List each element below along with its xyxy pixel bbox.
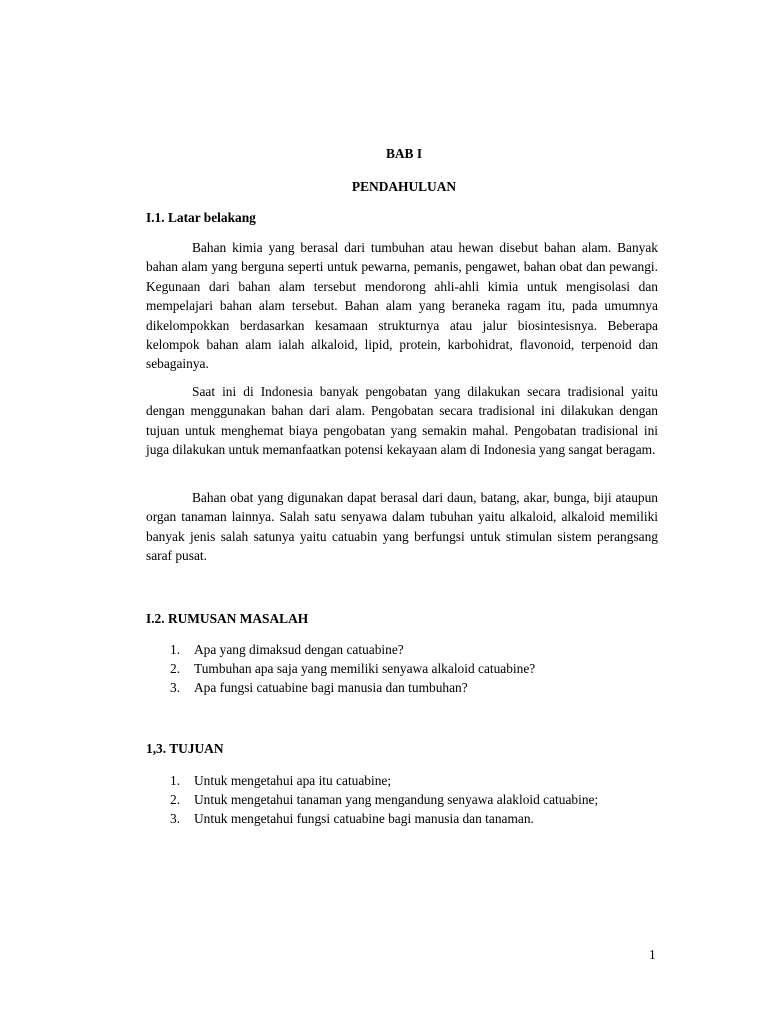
list-item-text: Apa fungsi catuabine bagi manusia dan tumbuhan? [194, 680, 468, 695]
list-item-text: Tumbuhan apa saja yang memiliki senyawa alkaloid catuabine? [194, 661, 536, 676]
list-item [170, 790, 598, 809]
chapter-title: PENDAHULUAN [351, 179, 457, 194]
section-heading-latar-belakang: I.1. Latar belakang [146, 210, 256, 225]
paragraph-3: Bahan obat yang digunakan dapat berasal dari daun, batang, akar, bunga, biji ataupun organ tanaman lainnya. Salah satu senyawa dalam tubuhan yaitu alkaloid, alkaloid memiliki banyak jenis salah satunya yaitu catuabin yang berfungsi untuk stimulan sistem perangsang saraf pusat. [146, 490, 658, 564]
list-item-number: 3. [170, 680, 181, 695]
rumusan-masalah-list [170, 640, 535, 697]
list-item [170, 771, 598, 790]
section-heading-rumusan-masalah: I.2. RUMUSAN MASALAH [146, 611, 309, 626]
section-heading-tujuan: 1,3. TUJUAN [146, 741, 224, 756]
list-item-text: Apa yang dimaksud dengan catuabine? [194, 642, 404, 657]
list-item-text: Untuk mengetahui tanaman yang mengandung senyawa alakloid catuabine; [194, 792, 599, 807]
chapter-label: BAB I [385, 146, 423, 161]
tujuan-list [170, 771, 598, 828]
list-item-text: Untuk mengetahui fungsi catuabine bagi manusia dan tanaman. [194, 811, 534, 826]
list-item-text: Untuk mengetahui apa itu catuabine; [194, 773, 392, 788]
list-item-number: 2. [170, 792, 181, 807]
list-item [170, 659, 535, 678]
paragraph-1: Bahan kimia yang berasal dari tumbuhan atau hewan disebut bahan alam. Banyak bahan alam yang berguna seperti untuk pewarna, pemanis, pengawet, bahan obat dan pewangi. Kegunaan dari bahan alam tersebut mendorong ahli-ahli kimia untuk mengisolasi dan mempelajari bahan alam tersebut. Bahan alam yang beraneka ragam itu, pada umumnya dikelompokkan berdasarkan kesamaan strukturnya atau jalur biosintesisnya. Beberapa kelompok bahan alam ialah alkaloid, lipid, protein, karbohidrat, flavonoid, terpenoid dan sebagainya. [146, 240, 658, 372]
list-item [170, 809, 598, 828]
paragraph-2: Saat ini di Indonesia banyak pengobatan yang dilakukan secara tradisional yaitu dengan menggunakan bahan dari alam. Pengobatan secara tradisional ini dilakukan dengan tujuan untuk menghemat biaya pengobatan yang semakin mahal. Pengobatan tradisional ini juga dilakukan untuk memanfaatkan potensi kekayaan alam di Indonesia yang sangat beragam. [146, 384, 658, 458]
list-item-number: 1. [170, 642, 181, 657]
list-item [170, 640, 535, 659]
list-item [170, 678, 535, 697]
list-item-number: 1. [170, 773, 181, 788]
list-item-number: 2. [170, 661, 181, 676]
page-number: 1 [649, 947, 656, 962]
list-item-number: 3. [170, 811, 181, 826]
